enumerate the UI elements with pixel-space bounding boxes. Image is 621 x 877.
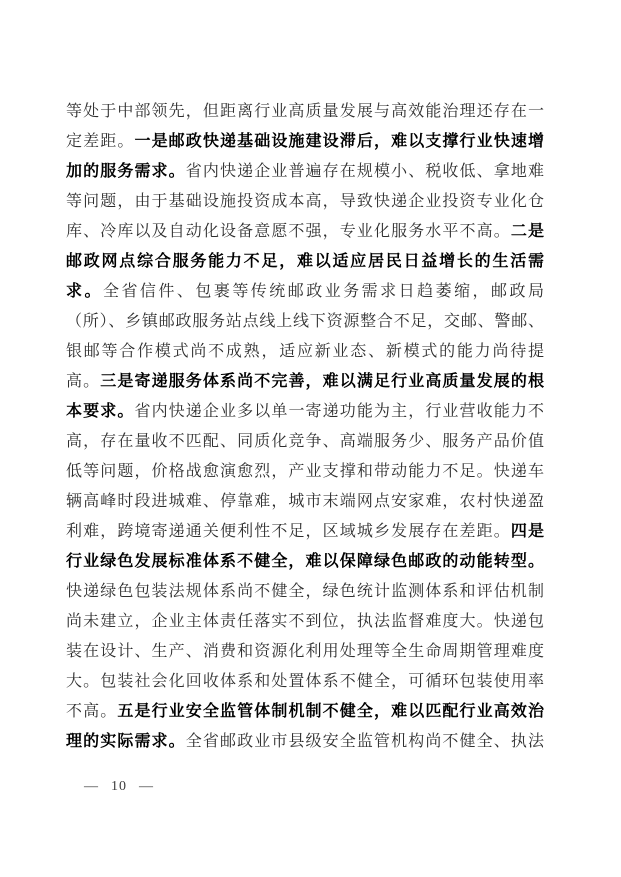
text-segment: 快递绿色包装法规体系尚不健全，绿色统计监测体系和评估机制 — [66, 583, 544, 600]
text-segment: 定差距。 — [66, 133, 135, 150]
text-segment: 库、冷库以及自动化设备意愿不强，专业化服务水平不高。 — [66, 223, 511, 240]
text-segment: 二是 — [510, 223, 544, 240]
text-segment: 三是寄递服务体系尚不完善，难以满足行业高质量发展的根 — [100, 373, 544, 390]
text-line — [66, 427, 544, 457]
text-line — [66, 337, 544, 367]
text-segment: 四是 — [510, 523, 544, 540]
text-segment: 本要求。 — [66, 403, 135, 420]
text-segment: 行业绿色发展标准体系不健全，难以保障绿色邮政的动能转型。 — [66, 553, 544, 570]
footer-dash-left: — — [84, 779, 99, 794]
text-line — [66, 307, 544, 337]
text-line — [66, 487, 544, 517]
text-line — [66, 397, 544, 427]
text-line — [66, 577, 544, 607]
text-segment: 利难，跨境寄递通关便利性不足，区域城乡发展存在差距。 — [66, 523, 511, 540]
text-segment: 低等问题，价格战愈演愈烈，产业支撑和带动能力不足。快递车 — [66, 463, 544, 480]
text-segment: 大。包装社会化回收体系和处置体系不健全，可循环包装使用率 — [66, 673, 544, 690]
text-segment: （所）、乡镇邮政服务站点线上线下资源整合不足，交邮、警邮、 — [66, 313, 544, 330]
text-line — [66, 667, 544, 697]
text-segment: 装在设计、生产、消费和资源化利用处理等全生命周期管理难度 — [66, 643, 544, 660]
text-segment: 省内快递企业多以单一寄递功能为主，行业营收能力不 — [134, 403, 544, 420]
text-segment: 银邮等合作模式尚不成熟，适应新业态、新模式的能力尚待提 — [66, 343, 544, 360]
text-segment: 加的服务需求。 — [66, 163, 186, 180]
text-line — [66, 517, 544, 547]
text-segment: 尚未建立，企业主体责任落实不到位，执法监督难度大。快递包 — [66, 613, 544, 630]
text-segment: 全省邮政业市县级安全监管机构尚不健全、执法 — [185, 733, 544, 750]
text-line — [66, 637, 544, 667]
page-footer — [84, 779, 154, 795]
page-number: 10 — [111, 779, 127, 794]
text-line — [66, 727, 544, 757]
text-line — [66, 247, 544, 277]
text-line — [66, 457, 544, 487]
text-line — [66, 187, 544, 217]
text-segment: 等问题，由于基础设施投资成本高，导致快递企业投资专业化仓 — [66, 193, 544, 210]
text-segment: 五是行业安全监管体制机制不健全，难以匹配行业高效治 — [117, 703, 544, 720]
text-segment: 辆高峰时段进城难、停靠难，城市末端网点安家难，农村快递盈 — [66, 493, 544, 510]
text-segment: 一是邮政快递基础设施建设滞后，难以支撑行业快速增 — [134, 133, 544, 150]
text-segment: 邮政网点综合服务能力不足，难以适应居民日益增长的生活需 — [66, 253, 544, 270]
text-segment: 求。 — [66, 283, 103, 300]
text-line — [66, 217, 544, 247]
text-segment: 等处于中部领先，但距离行业高质量发展与高效能治理还存在一 — [66, 103, 544, 120]
text-line — [66, 157, 544, 187]
body-text — [66, 97, 544, 757]
text-segment: 不高。 — [66, 703, 118, 720]
text-line — [66, 547, 544, 577]
text-segment: 高，存在量收不匹配、同质化竞争、高端服务少、服务产品价值 — [66, 433, 544, 450]
text-line — [66, 277, 544, 307]
text-line — [66, 607, 544, 637]
text-segment: 高。 — [66, 373, 101, 390]
text-line — [66, 697, 544, 727]
text-line — [66, 97, 544, 127]
text-segment: 理的实际需求。 — [66, 733, 186, 750]
text-line — [66, 127, 544, 157]
text-segment: 全省信件、包裹等传统邮政业务需求日趋萎缩，邮政局 — [102, 283, 544, 300]
footer-dash-right: — — [139, 779, 154, 794]
text-segment: 省内快递企业普遍存在规模小、税收低、拿地难 — [185, 163, 544, 180]
text-line — [66, 367, 544, 397]
